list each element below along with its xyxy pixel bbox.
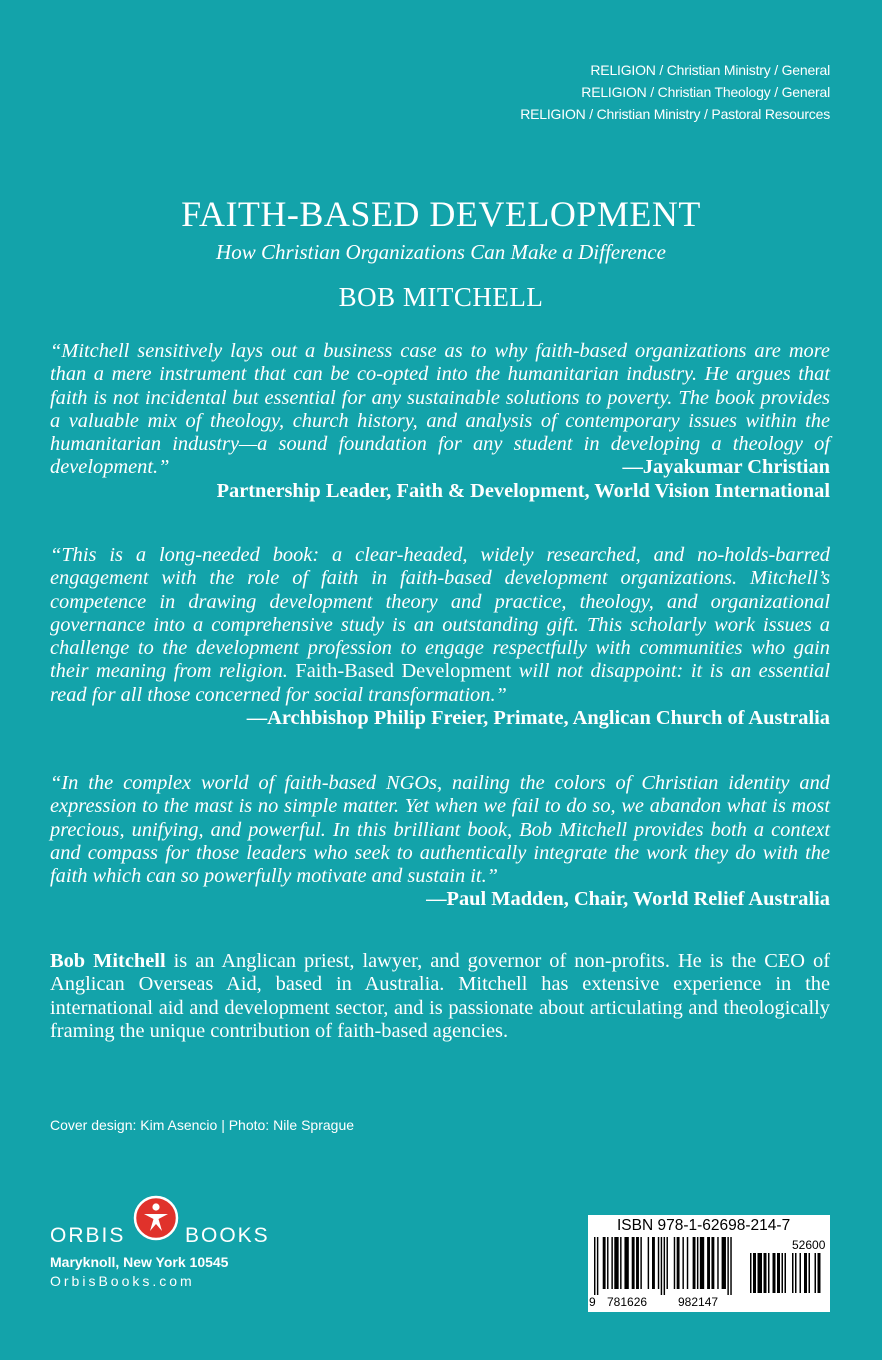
publisher-name-left: ORBIS <box>50 1224 126 1247</box>
barcode-bar <box>661 1237 662 1295</box>
cover-credit: Cover design: Kim Asencio | Photo: Nile Sprague <box>50 1117 355 1133</box>
quote-book-title: Faith-Based Development <box>295 660 512 683</box>
barcode-bar <box>607 1237 608 1289</box>
barcode-bar <box>620 1237 621 1289</box>
barcode-bar <box>611 1237 612 1289</box>
book-author: BOB MITCHELL <box>338 282 544 312</box>
quote-text: “Mitchell sensitively lays out a business case as to why faith-based organizations are more than a mere instrument that can be co-opted into the humanitarian industry. He argues that faith is not incidental but essential for any sustainable solutions to poverty. The book provides a valuable mix of theology, church history, and analysis of contemporary issues within the humanitarian industry—a sound foundation for any student in developing a theology of development.” <box>50 340 830 479</box>
barcode-digits-left: 781626 <box>607 1295 648 1309</box>
bio-author-name: Bob Mitchell <box>50 950 166 972</box>
barcode-bar <box>792 1253 794 1293</box>
quote-attribution: —Paul Madden, Chair, World Relief Australia <box>426 888 830 911</box>
barcode-bar <box>815 1253 817 1293</box>
barcode-bar <box>603 1237 606 1289</box>
barcode-bar <box>795 1253 797 1293</box>
barcode-bar <box>636 1237 639 1289</box>
barcode-bar <box>753 1253 756 1293</box>
barcode-bar <box>640 1237 641 1289</box>
barcode-bar <box>785 1253 787 1293</box>
barcode-bar <box>707 1237 710 1289</box>
endorsement-quote-3 <box>50 772 830 912</box>
barcode-bar <box>722 1237 726 1289</box>
barcode-bar <box>800 1253 802 1293</box>
barcode-bar <box>693 1237 696 1289</box>
barcode-addon-bars <box>750 1253 822 1295</box>
barcode-bar <box>658 1237 659 1289</box>
barcode-bar <box>717 1237 718 1289</box>
barcode-bar <box>804 1253 807 1293</box>
barcode-bar <box>648 1237 649 1289</box>
barcode-bar <box>624 1237 628 1289</box>
barcode-bar <box>597 1237 598 1295</box>
barcode-bar <box>687 1237 688 1289</box>
isbn-number: ISBN 978-1-62698-214-7 <box>617 1217 791 1234</box>
quote-attribution-affiliation: Partnership Leader, Faith & Development, World Vision International <box>216 479 830 502</box>
book-title: FAITH-BASED DEVELOPMENT <box>181 194 701 234</box>
barcode-bar <box>674 1237 675 1289</box>
quote-text-continued: will not disappoint: it is an essential read for all those concerned for social transformation.” <box>50 660 830 706</box>
book-subtitle: How Christian Organizations Can Make a Difference <box>216 240 666 264</box>
barcode-bar <box>777 1253 780 1293</box>
barcode-bar <box>667 1237 668 1289</box>
publisher-name-right: BOOKS <box>185 1224 270 1247</box>
barcode-bar <box>652 1237 655 1289</box>
isbn-barcode <box>588 1215 830 1312</box>
barcode-bar <box>697 1237 698 1289</box>
barcode-digits-right: 982147 <box>678 1295 719 1309</box>
barcode-bar <box>782 1253 784 1293</box>
barcode-bar <box>677 1237 680 1289</box>
category-line: RELIGION / Christian Ministry / General <box>590 62 830 78</box>
barcode-digit-first: 9 <box>589 1295 596 1309</box>
barcode-bar <box>818 1253 821 1293</box>
barcode-bar <box>664 1237 665 1295</box>
barcode-bar <box>700 1237 704 1289</box>
author-bio <box>50 950 830 1043</box>
endorsement-quote-1 <box>50 340 830 503</box>
barcode-bar <box>768 1253 770 1293</box>
barcode-bar <box>711 1237 714 1289</box>
orbis-figure-icon <box>132 1194 180 1242</box>
barcode-main-bars <box>594 1237 746 1295</box>
barcode-bar <box>764 1253 767 1293</box>
category-line: RELIGION / Christian Ministry / Pastoral Resources <box>520 106 830 122</box>
price-code: 52600 <box>792 1238 826 1252</box>
category-list <box>520 59 830 125</box>
quote-text: “In the complex world of faith-based NGOs, nailing the colors of Christian identity and expression to the mast is no simple matter. Yet when we fail to do so, we abandon what is most precious, unifying, and powerful. In this brilliant book, Bob Mitchell provides both a context and compass for those leaders who seek to authentically integrate the work they do with the faith which can so powerfully motivate and sustain it.” <box>50 772 830 888</box>
barcode-bar <box>727 1237 728 1295</box>
quote-attribution: —Jayakumar Christian <box>622 456 830 479</box>
quote-text: “This is a long-needed book: a clear-headed, widely researched, and no-holds-barred engagement with the role of faith in faith-based development organizations. Mitchell’s competence in drawing development theory and practice, theology, and organizational governance into a comprehensive study is an outstanding gift. This scholarly work issues a challenge to the development profession to engage respectfully with communities who gain their meaning from religion. <box>50 544 830 683</box>
barcode-bar <box>750 1253 752 1293</box>
barcode-bar <box>773 1253 776 1293</box>
barcode-bar <box>682 1237 683 1289</box>
publisher-url: OrbisBooks.com <box>50 1273 195 1289</box>
endorsement-quote-2 <box>50 544 830 730</box>
publisher-logo <box>50 1206 280 1289</box>
category-line: RELIGION / Christian Theology / General <box>581 84 830 100</box>
barcode-bar <box>614 1237 618 1289</box>
publisher-address: Maryknoll, New York 10545 <box>50 1254 229 1270</box>
barcode-bar <box>594 1237 595 1295</box>
bio-text: is an Anglican priest, lawyer, and governor of non-profits. He is the CEO of Anglican Overseas Aid, based in Australia. Mitchell has extensive experience in the international aid and development sector, and is passionate about articulating and theologically framing the unique contribution of faith-based agencies. <box>50 950 830 1042</box>
barcode-bar <box>809 1253 811 1293</box>
quote-attribution: —Archbishop Philip Freier, Primate, Anglican Church of Australia <box>246 707 830 730</box>
barcode-bar <box>632 1237 635 1289</box>
barcode-bar <box>730 1237 731 1295</box>
barcode-bar <box>758 1253 763 1293</box>
